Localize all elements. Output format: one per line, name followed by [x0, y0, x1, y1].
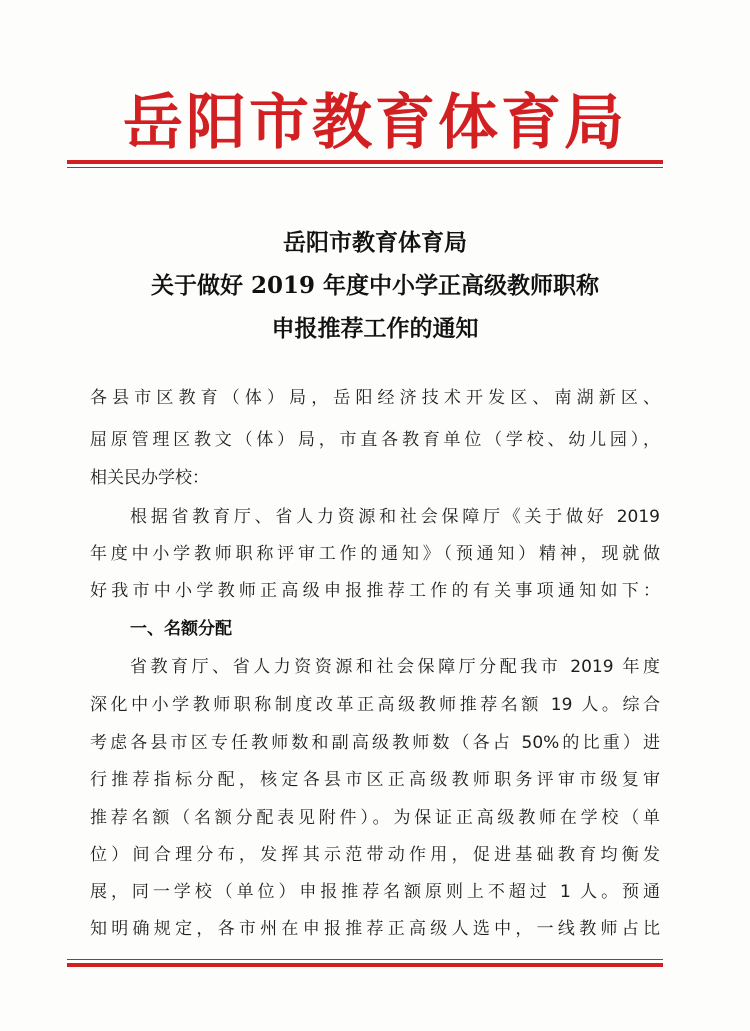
letterhead-red-rule-thin: [67, 167, 663, 168]
footer-red-rule-thick: [67, 963, 663, 967]
document-title-line-1: 岳阳市教育体育局: [283, 229, 467, 256]
intro-line: 年度中小学教师职称评审工作的通知》（预通知）精神，现就做: [90, 544, 660, 564]
section-text-line: 推荐名额（名额分配表见附件）。为保证正高级教师在学校（单: [90, 808, 660, 828]
recipients-line: 屈原管理区教文（体）局，市直各教育单位（学校、幼儿园），: [90, 430, 660, 450]
section-text-line: 行推荐指标分配，核定各县市区正高级教师职务评审市级复审: [90, 770, 660, 790]
section-text-line: 展，同一学校（单位）申报推荐名额原则上不超过 1 人。预通: [90, 882, 660, 902]
section-text-line: 位）间合理分布，发挥其示范带动作用，促进基础教育均衡发: [90, 845, 660, 865]
section-text-line: 深化中小学教师职称制度改革正高级教师推荐名额 19 人。综合: [90, 695, 660, 715]
intro-line: 好我市中小学教师正高级申报推荐工作的有关事项通知如下：: [90, 581, 660, 601]
recipients-line: 各县市区教育（体）局，岳阳经济技术开发区、南湖新区、: [90, 388, 660, 408]
document-title-line-3: 申报推荐工作的通知: [271, 315, 479, 342]
section-text-line: 省教育厅、省人力资资源和社会保障厅分配我市 2019 年度: [130, 657, 660, 677]
letterhead-org-name: 岳阳市教育体育局: [123, 88, 627, 158]
letterhead-red-rule-thick: [67, 160, 663, 164]
intro-line: 根据省教育厅、省人力资源和社会保障厅《关于做好 2019: [130, 507, 660, 527]
recipients-line: 相关民办学校：: [90, 468, 209, 488]
document-title-line-2: 关于做好 2019 年度中小学正高级教师职称: [150, 272, 600, 299]
footer-red-rule-thin: [67, 959, 663, 960]
section-heading: 一、名额分配: [130, 619, 232, 639]
section-text-line: 考虑各县市区专任教师数和副高级教师数（各占 50%的比重）进: [90, 733, 660, 753]
section-text-line: 知明确规定，各市州在申报推荐正高级人选中，一线教师占比: [90, 919, 660, 939]
